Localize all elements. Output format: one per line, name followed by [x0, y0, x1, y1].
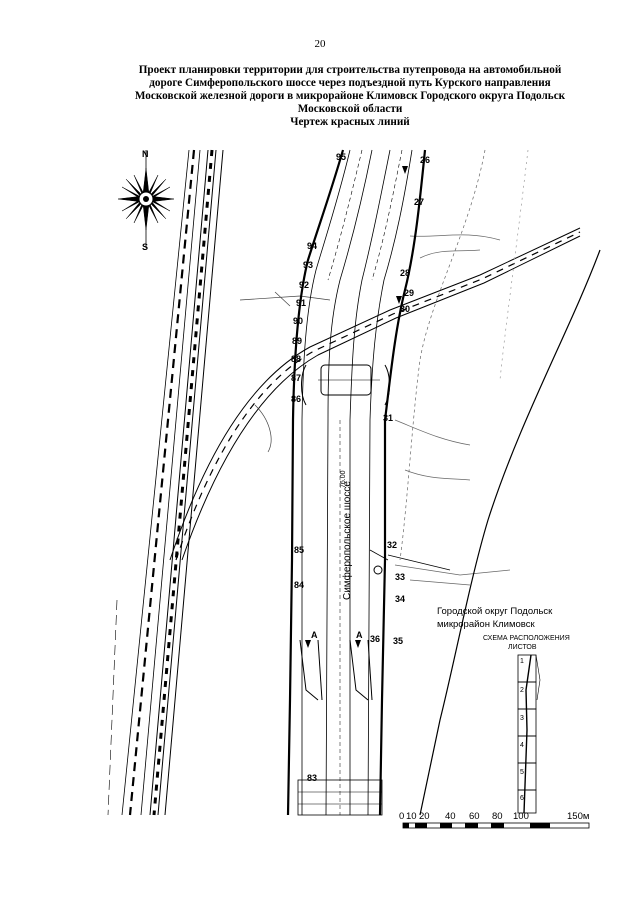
point-26: 26 — [420, 155, 431, 165]
point-34: 34 — [395, 594, 406, 604]
scheme-title-line-2: ЛИСТОВ — [508, 644, 537, 651]
title-line-4: Московской области — [297, 103, 403, 115]
scale-label-60: 60 — [469, 811, 480, 822]
overpass-structures — [298, 550, 450, 815]
point-29: 29 — [404, 288, 415, 298]
point-88: 88 — [291, 354, 302, 364]
point-92: 92 — [299, 280, 310, 290]
sheet-2: 2 — [520, 687, 524, 694]
point-95: 95 — [336, 152, 347, 162]
sheet-4: 4 — [520, 742, 524, 749]
compass-rose-icon — [118, 150, 174, 248]
sheet-scheme — [518, 655, 540, 813]
point-30: 30 — [400, 304, 411, 314]
point-33: 33 — [395, 572, 406, 582]
point-91: 91 — [296, 298, 307, 308]
sheet-1: 1 — [520, 658, 524, 665]
right-red-line — [380, 150, 425, 815]
scale-label-20: 20 — [419, 811, 430, 822]
sheet-6: 6 — [520, 795, 524, 802]
scale-label-150: 150м — [567, 811, 590, 822]
point-35: 35 — [393, 636, 404, 646]
scale-labels — [399, 811, 589, 822]
scale-label-10: 10 — [406, 811, 417, 822]
point-87: 87 — [291, 373, 302, 383]
sign-letter-left: A — [311, 630, 318, 640]
area-name-line-2: микрорайон Климовск — [437, 619, 535, 630]
point-89: 89 — [292, 336, 303, 346]
point-93: 93 — [303, 260, 314, 270]
point-28: 28 — [400, 268, 411, 278]
scale-label-0: 0 — [399, 811, 405, 822]
road-name-label: Симферопольское шоссе — [342, 481, 353, 600]
point-85: 85 — [294, 545, 305, 555]
point-32: 32 — [387, 540, 398, 550]
elevation-label: 76.00 — [340, 470, 347, 488]
title-line-2: дороге Симферопольского шоссе через подъездной путь Курского направления — [149, 77, 551, 89]
right-point-labels — [370, 155, 430, 646]
railway-tracks — [108, 150, 223, 815]
scale-label-80: 80 — [492, 811, 503, 822]
sign-letter-right: A — [356, 630, 363, 640]
south-label: S — [142, 242, 149, 252]
scheme-title-line-1: СХЕМА РАСПОЛОЖЕНИЯ — [483, 635, 570, 642]
point-90: 90 — [293, 316, 304, 326]
point-36: 36 — [370, 634, 381, 644]
point-86: 86 — [291, 394, 302, 404]
area-name-line-1: Городской округ Подольск — [437, 606, 553, 617]
right-boundary-line — [420, 250, 600, 815]
sheet-5: 5 — [520, 769, 524, 776]
point-84: 84 — [294, 580, 305, 590]
scale-label-40: 40 — [445, 811, 456, 822]
page-number: 20 — [314, 38, 326, 50]
sheet-numbers — [520, 658, 524, 802]
scale-bar — [403, 823, 589, 828]
drawing-title: Чертеж красных линий — [290, 116, 410, 128]
point-27: 27 — [414, 197, 425, 207]
access-railway — [170, 228, 580, 560]
point-83: 83 — [307, 773, 318, 783]
title-line-3: Московской железной дороги в микрорайоне Климовск Городского округа Подольск — [134, 90, 566, 102]
point-31: 31 — [383, 413, 394, 423]
title-line-1: Проект планировки территории для строительства путепровода на автомобильной — [138, 64, 562, 76]
point-94: 94 — [307, 241, 318, 251]
north-label: N — [142, 149, 149, 159]
sheet-3: 3 — [520, 715, 524, 722]
scale-label-100: 100 — [513, 811, 529, 822]
